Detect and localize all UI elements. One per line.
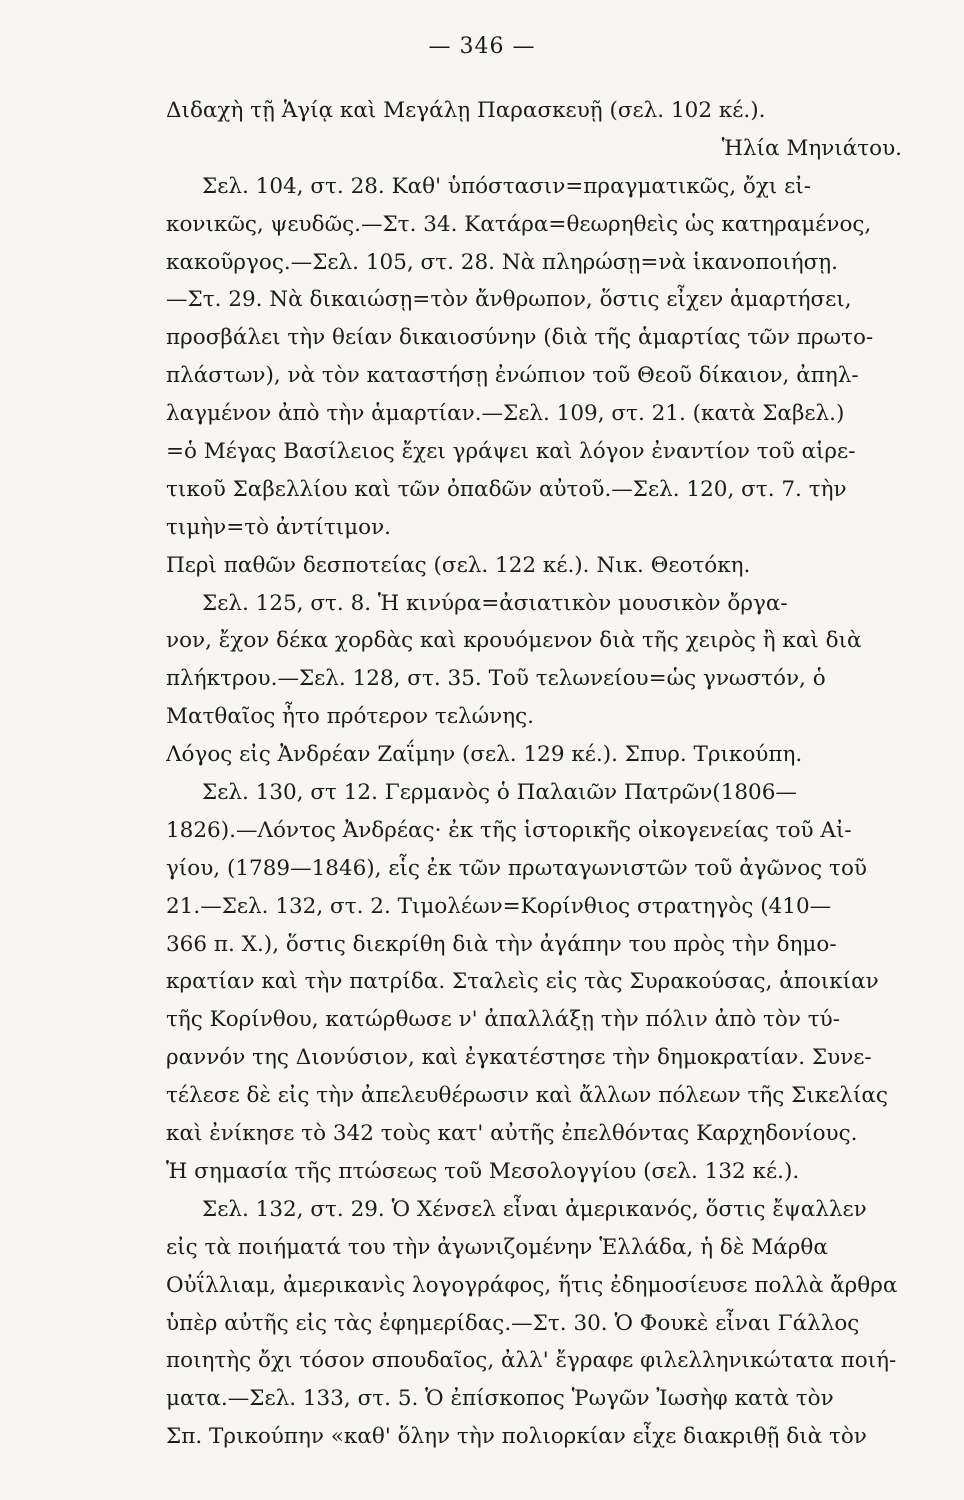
- text-line: ὑπὲρ αὐτῆς εἰς τὰς ἐφημερίδας.—Στ. 30. Ὁ Φουκὲ εἶναι Γάλλος: [166, 1310, 860, 1336]
- text-line: ποιητὴς ὄχι τόσον σπουδαῖος, ἀλλ' ἔγραφε φιλελληνικώτατα ποιή-: [166, 1348, 897, 1374]
- text-line: Λόγος εἰς Ἀνδρέαν Ζαΐμην (σελ. 129 κέ.). Σπυρ. Τρικούπη.: [166, 742, 803, 768]
- text-line: =ὁ Μέγας Βασίλειος ἔχει γράψει καὶ λόγον ἐναντίον τοῦ αἱρε-: [166, 439, 856, 465]
- text-line: τικοῦ Σαβελλίου καὶ τῶν ὀπαδῶν αὐτοῦ.—Σελ. 120, στ. 7. τὴν: [166, 476, 847, 502]
- text-line: 1826).—Λόντος Ἀνδρέας· ἐκ τῆς ἱστορικῆς οἰκογενείας τοῦ Αἰ-: [166, 817, 852, 843]
- text-line: Σελ. 104, στ. 28. Καθ' ὑπόστασιν=πραγματικῶς, ὄχι εἰ-: [202, 173, 812, 199]
- text-line: γίου, (1789—1846), εἷς ἐκ τῶν πρωταγωνιστῶν τοῦ ἀγῶνος τοῦ: [166, 855, 867, 881]
- text-line: ραννόν της Διονύσιον, καὶ ἐγκατέστησε τὴν δημοκρατίαν. Συνε-: [166, 1045, 872, 1071]
- text-line: τέλεσε δὲ εἰς τὴν ἀπελευθέρωσιν καὶ ἄλλων πόλεων τῆς Σικελίας: [166, 1083, 888, 1109]
- text-line: Σελ. 132, στ. 29. Ὁ Χένσελ εἶναι ἀμερικανός, ὅστις ἔψαλλεν: [202, 1196, 867, 1222]
- text-line: Ματθαῖος ἦτο πρότερον τελώνης.: [166, 704, 534, 730]
- text-line: κονικῶς, ψευδῶς.—Στ. 34. Κατάρα=θεωρηθεὶς ὡς κατηραμένος,: [166, 211, 872, 237]
- text-line: Ἡ σημασία τῆς πτώσεως τοῦ Μεσολογγίου (σελ. 132 κέ.).: [166, 1158, 800, 1184]
- text-line: κρατίαν καὶ τὴν πατρίδα. Σταλεὶς εἰς τὰς Συρακούσας, ἀποικίαν: [166, 969, 879, 995]
- text-line: νον, ἔχον δέκα χορδὰς καὶ κρουόμενον διὰ τῆς χειρὸς ἢ καὶ διὰ: [166, 628, 862, 654]
- page-number: — 346 —: [428, 34, 536, 59]
- text-line: —Στ. 29. Νὰ δικαιώσῃ=τὸν ἄνθρωπον, ὅστις εἶχεν ἁμαρτήσει,: [166, 287, 852, 313]
- text-line: 21.—Σελ. 132, στ. 2. Τιμολέων=Κορίνθιος στρατηγὸς (410—: [166, 893, 832, 919]
- text-line: πλήκτρου.—Σελ. 128, στ. 35. Τοῦ τελωνείου=ὡς γνωστόν, ὁ: [166, 666, 826, 692]
- text-line: Σπ. Τρικούπην «καθ' ὅλην τὴν πολιορκίαν εἶχε διακριθῇ διὰ τὸν: [166, 1424, 867, 1450]
- text-line: λαγμένον ἀπὸ τὴν ἁμαρτίαν.—Σελ. 109, στ. 21. (κατὰ Σαβελ.): [166, 401, 845, 427]
- text-line: καὶ ἐνίκησε τὸ 342 τοὺς κατ' αὐτῆς ἐπελθόντας Καρχηδονίους.: [166, 1121, 858, 1147]
- text-line: προσβάλει τὴν θείαν δικαιοσύνην (διὰ τῆς ἁμαρτίας τῶν πρωτο-: [166, 325, 874, 351]
- text-line: πλάστων), νὰ τὸν καταστήσῃ ἐνώπιον τοῦ Θεοῦ δίκαιον, ἀπηλ-: [166, 363, 859, 389]
- text-line: τιμὴν=τὸ ἀντίτιμον.: [166, 514, 391, 540]
- text-line: ματα.—Σελ. 133, στ. 5. Ὁ ἐπίσκοπος Ῥωγῶν Ἰωσὴφ κατὰ τὸν: [166, 1386, 834, 1412]
- text-block: [166, 92, 932, 1456]
- text-line: Οὐΐλλιαμ, ἀμερικανὶς λογογράφος, ἥτις ἐδημοσίευσε πολλὰ ἄρθρα: [166, 1272, 898, 1298]
- text-line: Ἡλία Μηνιάτου.: [721, 135, 902, 161]
- text-line: Διδαχὴ τῇ Ἁγίᾳ καὶ Μεγάλῃ Παρασκευῇ (σελ. 102 κέ.).: [166, 98, 766, 123]
- text-line: Περὶ παθῶν δεσποτείας (σελ. 122 κέ.). Νικ. Θεοτόκη.: [166, 552, 751, 578]
- text-line: κακοῦργος.—Σελ. 105, στ. 28. Νὰ πληρώσῃ=νὰ ἱκανοποιήσῃ.: [166, 249, 838, 275]
- text-line: Σελ. 130, στ 12. Γερμανὸς ὁ Παλαιῶν Πατρῶν(1806—: [202, 780, 797, 806]
- text-line: Σελ. 125, στ. 8. Ἡ κινύρα=ἀσιατικὸν μουσικὸν ὄργα-: [202, 590, 788, 616]
- text-line: τῆς Κορίνθου, κατώρθωσε ν' ἀπαλλάξῃ τὴν πόλιν ἀπὸ τὸν τύ-: [166, 1007, 840, 1033]
- text-line: εἰς τὰ ποιήματά του τὴν ἀγωνιζομένην Ἑλλάδα, ἡ δὲ Μάρθα: [166, 1234, 828, 1260]
- text-line: 366 π. Χ.), ὅστις διεκρίθη διὰ τὴν ἀγάπην του πρὸς τὴν δημο-: [166, 931, 837, 957]
